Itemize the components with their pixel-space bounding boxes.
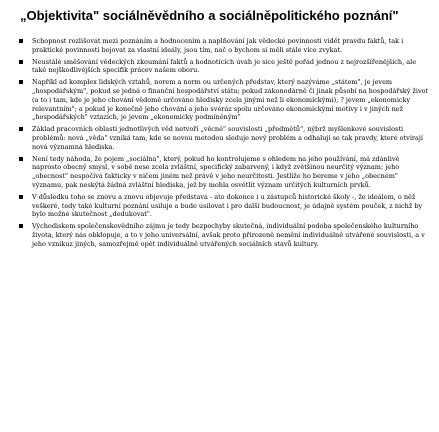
- bullet-text: Základ pracovních oblastí jednotlivých věd netvoří „věcné" souvislosti „předmětů", nýbrž myšlenkové souvislosti problémů: nová „věda" vzniká tam, kde se novou metodou sleduje nový problém a odhalují se tak pravdy, které otvírají nová významná hlediska.: [32, 125, 424, 151]
- list-item: [18, 78, 430, 122]
- bullet-text: Východiskem společenskovědního zájmu je tedy bezpochyby skutečná, individuální podoba společenského kulturního života, který nás obklopuje, a to v jeho universální, avšak proto přirozeně nemění individuálně utvářené souvislosti, a v jeho vznikuz jiných, samozřejmě opět individuálně utvářených sociálních stavů kultury.: [32, 222, 425, 248]
- square-bullet-icon: [19, 157, 23, 161]
- square-bullet-icon: [19, 224, 23, 228]
- bullet-text: Schopnost rozlišovat mezi poznáním a hodnocením a naplňování jak vědecké povinnosti vidět pravdu faktů, tak i praktické povinnosti bojovat za vlastní ideály, jsou tím, nač o bychom si měli stále více zvykat.: [32, 37, 404, 54]
- bullet-list: [18, 37, 430, 252]
- list-item: [18, 37, 430, 55]
- square-bullet-icon: [19, 195, 23, 199]
- list-item: [18, 222, 430, 248]
- bullet-text: Není tedy náhoda, že pojem „sociálna", který, pokud ho kontrolujeme s ohledem na jeho používání, má zdánlivě naprosto obecný smysl, v sobě nese zcela zvláštní, specifický zabarvený, i když zvětšinou neurčitý význam; jeho „obecnost" nespočívá fakticky v ničem jiném než právě v jeho neurčitosti. Jestliže ho bereme v jeho „obecném" významu, pak neskýtá žádná zvláštní hlediska, jež by mohla osvětlit význam určitých kulturních prvků.: [32, 154, 400, 189]
- square-bullet-icon: [19, 127, 23, 131]
- bullet-text: V důsledku toho se znovu a znovu objevuje představa - ato dokonce i u zástupců historické školy -, že ideálem, o něž veškeré, tedy také kulturní poznání usiluje a bude usilovat i pro další budoucnost, je údajně systém pouček, z nichž by bylo možné skutečnost „dedukovat".: [32, 192, 423, 219]
- list-item: [18, 125, 430, 151]
- list-item: [18, 193, 430, 219]
- square-bullet-icon: [19, 80, 23, 84]
- square-bullet-icon: [19, 60, 23, 64]
- list-item: [18, 58, 430, 76]
- bullet-text: Neustálé směšování vědeckých zkoumání faktů a hodnotících úvah je sice ještě pořád jednou z nejrozšířenějších, ale také nejškodlivějších specifik prácev našem oboru.: [32, 57, 417, 75]
- slide-title: „Objektivita" sociálněvědního a sociálněpolitického poznání": [20, 8, 399, 23]
- list-item: [18, 155, 430, 190]
- square-bullet-icon: [19, 39, 23, 43]
- bullet-text: Napříkl ad komplex lidských vztahů, norem a norm ou určených představ, který nazýváme „státem", je jevem „hospodářským", pokud se jedná o finanční hospodářství státu; pokud zákonodárně či jinak působí na hospodářský život (a to i tam, kde je jeho chování vědomě určováno hledisky zcela jinými než li ekonomickými), ? jevem „ekonomicky relevantním"; a pokud je konečně jeho chování a jeho svéráz spolu určováno ekonomickými motivy i v jiných než „hospodářských" vztazích, je jevem „ekonomicky podmíněným": [32, 78, 429, 122]
